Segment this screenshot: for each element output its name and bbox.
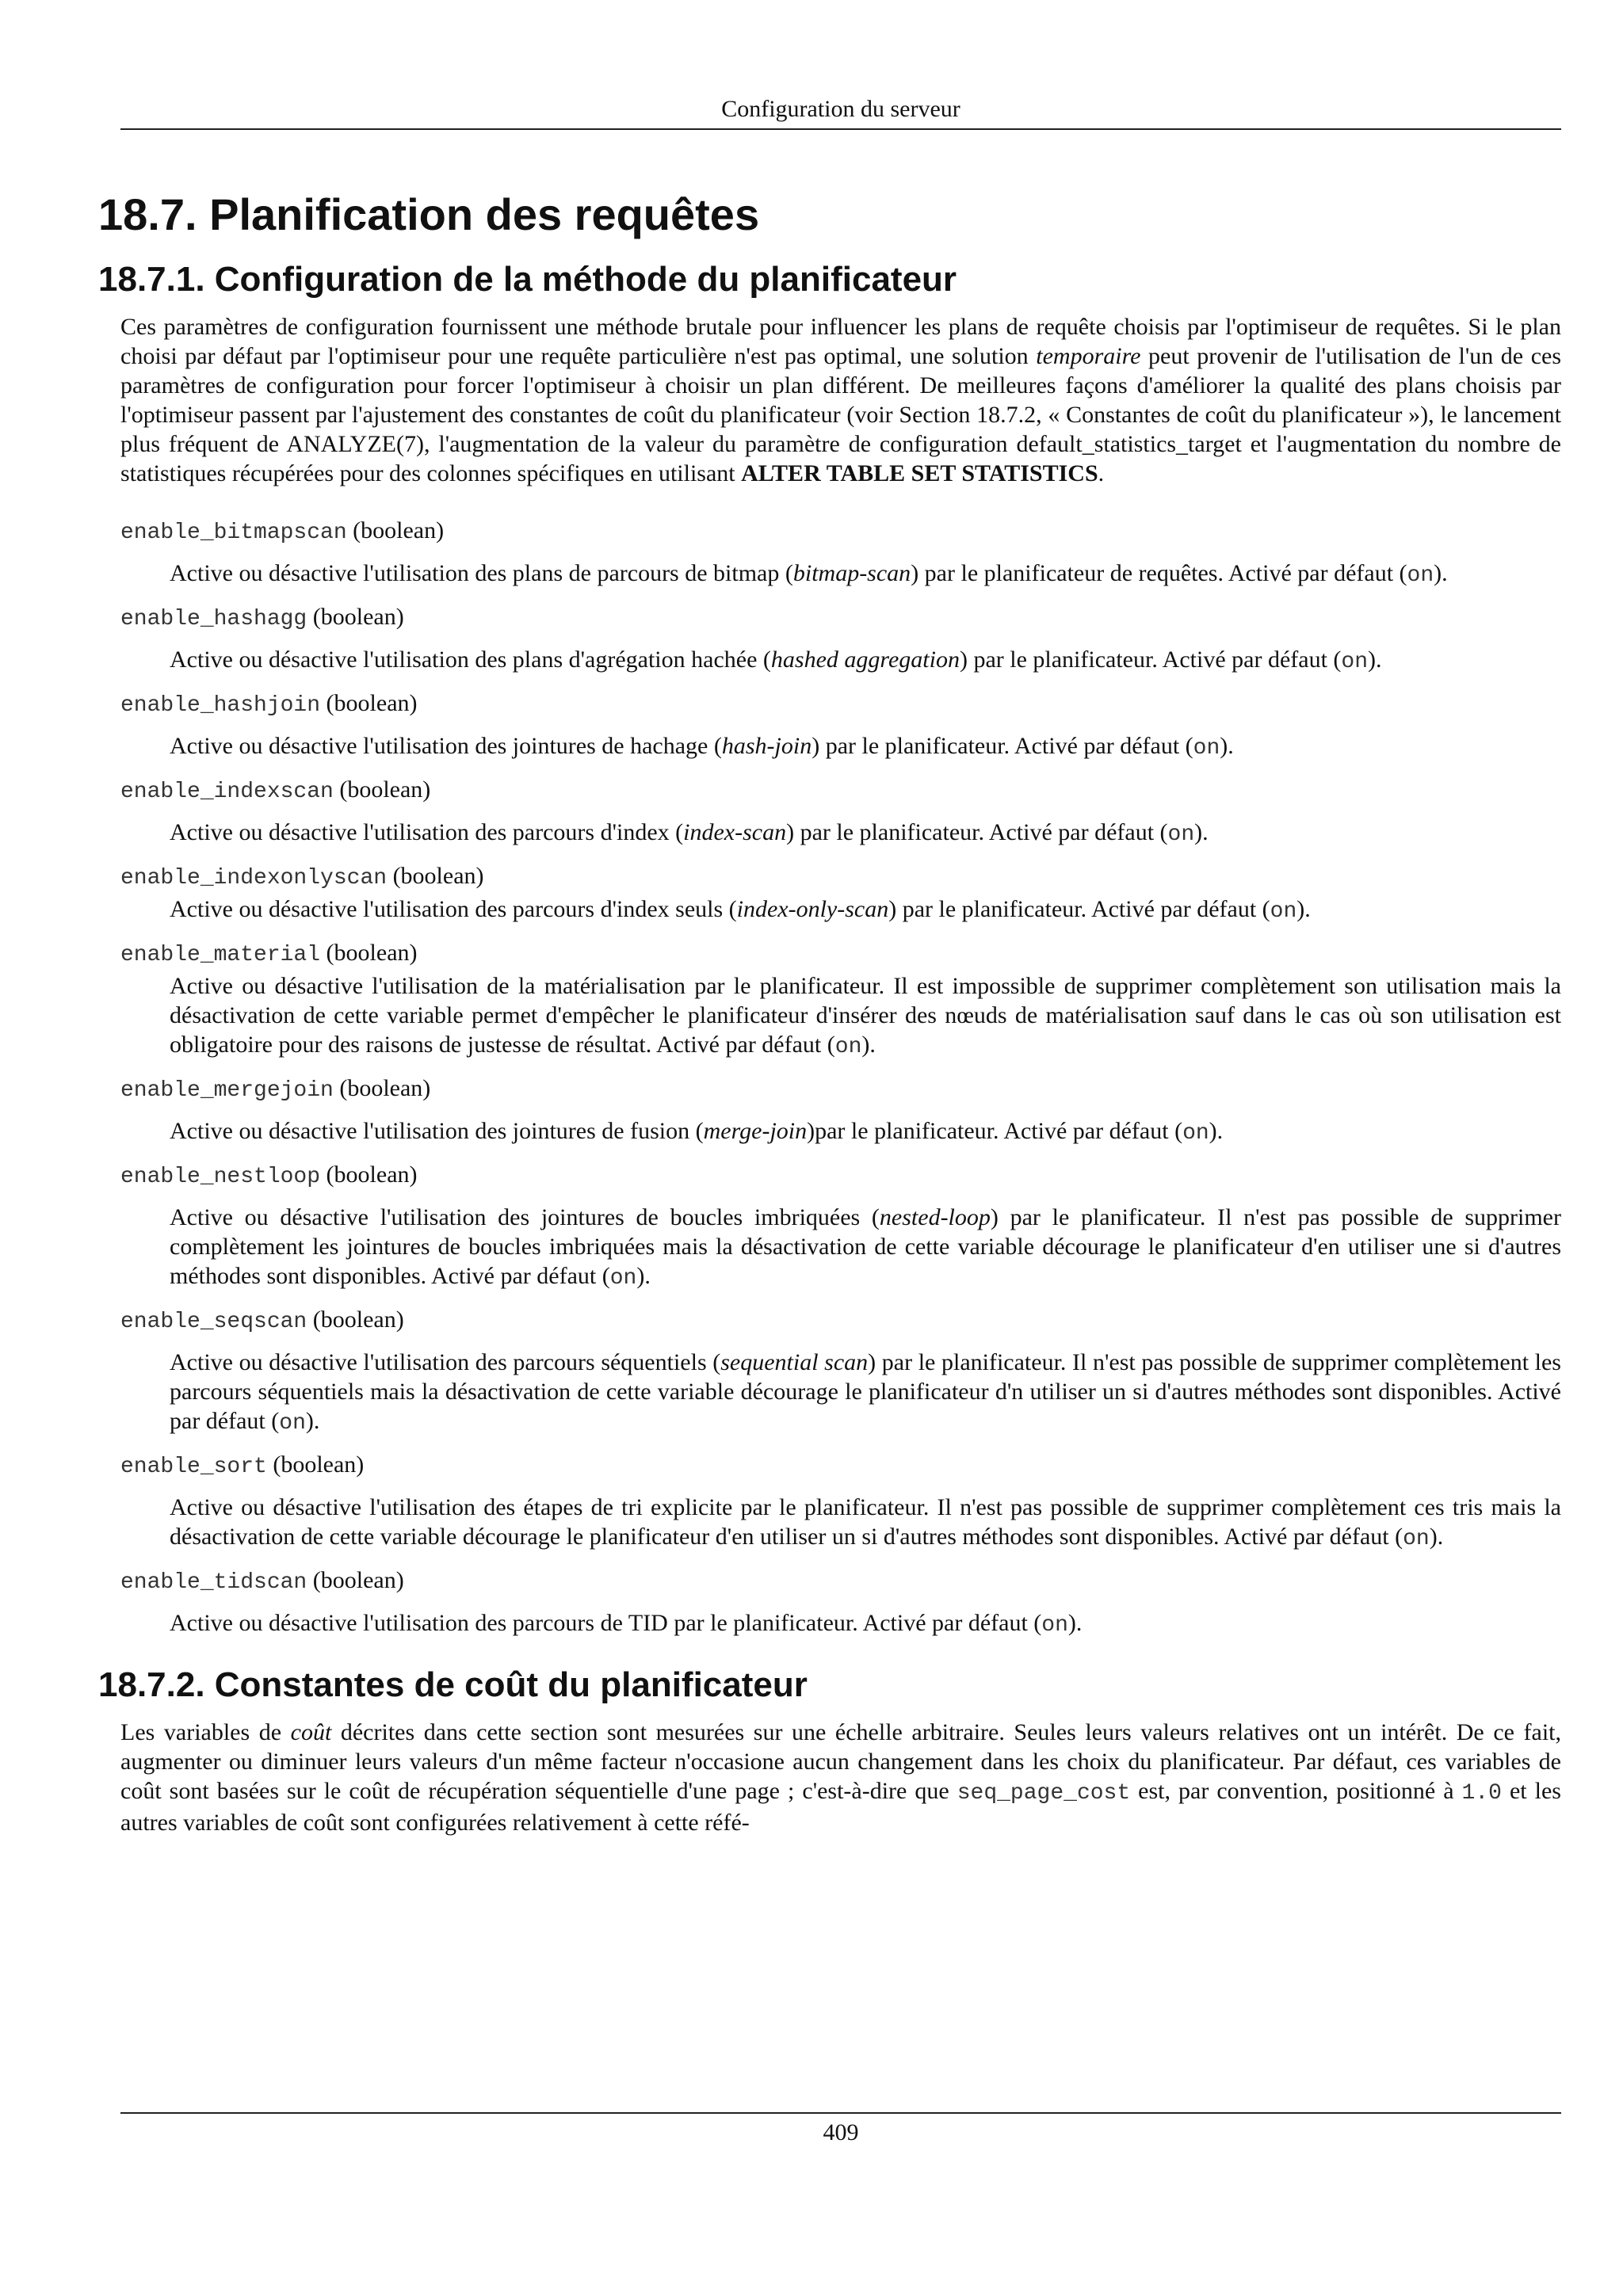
param-description (170, 971, 1561, 1062)
parameter-list (120, 515, 1561, 1640)
param-name: enable_indexscan (120, 780, 334, 804)
desc-text: Active ou désactive l'utilisation des plans de parcours de bitmap ( (170, 560, 793, 586)
page-number: 409 (823, 2119, 859, 2145)
default-value: on (1407, 563, 1434, 588)
param-description (170, 1116, 1561, 1148)
default-value: on (1270, 899, 1297, 924)
desc-text: ) par le planificateur. Activé par défaut ( (888, 896, 1270, 922)
desc-emphasis: nested-loop (879, 1204, 991, 1230)
default-value: on (1341, 650, 1368, 674)
desc-text: Active ou désactive l'utilisation des jointures de fusion ( (170, 1118, 704, 1144)
default-value: on (834, 1035, 862, 1059)
param-name: enable_indexonlyscan (120, 866, 388, 891)
desc-text: Active ou désactive l'utilisation des parcours séquentiels ( (170, 1349, 721, 1375)
param-description (170, 818, 1561, 849)
header-rule (120, 128, 1561, 130)
desc-text: ). (1220, 733, 1234, 759)
intro-text-1: Ces paramètres de configuration fournissent une méthode brutale pour influencer les plans de requête choisis par l'optimiseur de requêtes. Si le plan choisi par défaut par l'optimiseur pour une requête particulière n'est pas optimal, une solution (120, 314, 1561, 369)
param-type: (boolean) (307, 604, 404, 630)
subsection-title-1: 18.7.1. Configuration de la méthode du planificateur (98, 260, 957, 299)
param-description (170, 731, 1561, 763)
param-name: enable_nestloop (120, 1165, 321, 1189)
param-name: enable_hashagg (120, 607, 307, 631)
desc-text: ). (1368, 646, 1382, 673)
desc-text: Active ou désactive l'utilisation des plans d'agrégation hachée ( (170, 646, 771, 673)
desc-text: ) par le planificateur. Il n'est pas possible de supprimer complètement les jointures de boucles imbriquées mais la désactivation de cette variable décourage le planificateur d'en utiliser une si d'autres méthodes sont disponibles. Activé par défaut ( (170, 1204, 1561, 1289)
default-value: on (1182, 1121, 1209, 1146)
param-type: (boolean) (333, 776, 431, 803)
param-name: enable_material (120, 943, 321, 967)
desc-text: ). (1434, 560, 1448, 586)
desc-text: ). (1429, 1524, 1444, 1550)
param-name: enable_hashjoin (120, 693, 321, 718)
cost-text-4: et les autres variables de coût sont configurées relativement à cette réfé- (120, 1778, 1561, 1836)
desc-text: ). (861, 1032, 876, 1058)
subsection-title-2: 18.7.2. Constantes de coût du planificateur (98, 1665, 808, 1704)
desc-text: ) par le planificateur de requêtes. Activé par défaut ( (911, 560, 1407, 586)
desc-text: Active ou désactive l'utilisation des jointures de hachage ( (170, 733, 722, 759)
param-description (170, 1348, 1561, 1438)
default-value: on (1193, 736, 1220, 761)
param-type: (boolean) (320, 940, 418, 966)
param-term (120, 1304, 1561, 1338)
param-name: enable_tidscan (120, 1570, 307, 1595)
param-description (170, 645, 1561, 677)
cost-text-2: décrites dans cette section sont mesurées sur une échelle arbitraire. Seules leurs valeurs relatives ont un intérêt. De ce fait, augmenter ou diminuer leurs valeurs d'un même facteur n'occasione aucun changement dans les choix du planificateur. Par défaut, ces variables de coût sont basées sur le coût de récupération séquentielle d'une page ; c'est-à-dire que (120, 1719, 1562, 1804)
param-term (120, 515, 1561, 549)
desc-text: ) par le planificateur. Activé par défaut ( (786, 819, 1168, 845)
intro-text-3: . (1098, 460, 1105, 486)
cost-paragraph (120, 1718, 1561, 1837)
seq-page-cost-code: seq_page_cost (957, 1781, 1131, 1806)
param-term (120, 1449, 1561, 1483)
intro-emphasis: temporaire (1036, 343, 1141, 369)
default-value: on (279, 1411, 306, 1436)
cost-text-3: est, par convention, positionné à (1130, 1778, 1462, 1804)
desc-emphasis: index-only-scan (736, 896, 889, 922)
param-description (170, 1608, 1561, 1640)
desc-text: Active ou désactive l'utilisation des parcours d'index seuls ( (170, 896, 737, 922)
param-type: (boolean) (333, 1075, 431, 1101)
running-header: Configuration du serveur (721, 96, 960, 122)
param-description (170, 1203, 1561, 1293)
desc-text: ). (1067, 1610, 1083, 1636)
param-term (120, 1159, 1561, 1193)
param-name: enable_mergejoin (120, 1078, 334, 1103)
desc-text: Active ou désactive l'utilisation des parcours d'index ( (170, 819, 684, 845)
desc-emphasis: bitmap-scan (792, 560, 911, 586)
param-description (170, 894, 1561, 926)
desc-text: ) par le planificateur. Il n'est pas possible de supprimer complètement les parcours séquentiels mais la désactivation de cette variable décourage le planificateur d'n utiliser un si d'autres méthodes sont disponibles. Activé par défaut ( (170, 1349, 1561, 1434)
default-value: on (1041, 1613, 1068, 1638)
desc-emphasis: sequential scan (720, 1349, 869, 1375)
desc-emphasis: hash-join (721, 733, 812, 759)
desc-emphasis: index-scan (683, 819, 787, 845)
param-term (120, 601, 1561, 635)
param-name: enable_seqscan (120, 1310, 307, 1334)
param-name: enable_sort (120, 1455, 267, 1479)
desc-text: ). (305, 1408, 320, 1434)
desc-text: ). (1209, 1118, 1224, 1144)
desc-text: Active ou désactive l'utilisation des jointures de boucles imbriquées ( (170, 1204, 880, 1230)
param-type: (boolean) (320, 1161, 418, 1188)
param-type: (boolean) (266, 1451, 365, 1478)
default-cost-value: 1.0 (1461, 1781, 1502, 1806)
desc-text: Active ou désactive l'utilisation des étapes de tri explicite par le planificateur. Il n'est pas possible de supprimer complètement ces tris mais la désactivation de cette variable décourage le planificateur d'en utiliser un si d'autres méthodes sont disponibles. Activé par défaut ( (170, 1494, 1561, 1550)
param-term (120, 1565, 1561, 1599)
param-name: enable_bitmapscan (120, 521, 347, 545)
param-type: (boolean) (346, 517, 445, 543)
desc-emphasis: hashed aggregation (770, 646, 960, 673)
param-type: (boolean) (320, 690, 418, 716)
cost-emphasis: coût (290, 1719, 332, 1745)
intro-command: ALTER TABLE SET STATISTICS (741, 460, 1098, 486)
desc-text: )par le planificateur. Activé par défaut ( (807, 1118, 1183, 1144)
param-type: (boolean) (307, 1306, 404, 1333)
desc-text: ). (1296, 896, 1311, 922)
desc-emphasis: merge-join (703, 1118, 808, 1144)
param-description (170, 559, 1561, 590)
param-term (120, 937, 1561, 971)
cost-text-1: Les variables de (120, 1719, 291, 1745)
param-term (120, 688, 1561, 722)
param-description (170, 1493, 1561, 1554)
desc-text: Active ou désactive l'utilisation de la matérialisation par le planificateur. Il est impossible de supprimer complètement son utilisation mais la désactivation de cette variable permet d'empêcher le planificateur d'insérer des nœuds de matérialisation sauf dans le cas où son utilisation est obligatoire pour des raisons de justesse de résultat. Activé par défaut ( (170, 973, 1561, 1058)
param-term (120, 1073, 1561, 1107)
default-value: on (1167, 822, 1195, 847)
page-content (98, 187, 1561, 1837)
footer-rule (120, 2112, 1561, 2114)
param-term (120, 860, 1561, 894)
desc-text: Active ou désactive l'utilisation des parcours de TID par le planificateur. Activé par défaut ( (170, 1610, 1042, 1636)
desc-text: ). (636, 1263, 651, 1289)
intro-paragraph (120, 312, 1561, 488)
default-value: on (609, 1266, 637, 1291)
param-type: (boolean) (387, 863, 484, 889)
desc-text: ). (1194, 819, 1209, 845)
intro-text-2: peut provenir de l'utilisation de l'un de ces paramètres de configuration pour forcer l'optimiseur à choisir un plan différent. De meilleures façons d'améliorer la qualité des plans choisis par l'optimiseur passent par l'ajustement des constantes de coût du planificateur (voir Section 18.7.2, « Constantes de coût du planificateur »), le lancement plus fréquent de ANALYZE(7), l'augmentation de la valeur du paramètre de configuration default_statistics_target et l'augmentation du nombre de statistiques récupérées pour des colonnes spécifiques en utilisant (120, 343, 1561, 486)
desc-text: ) par le planificateur. Activé par défaut ( (959, 646, 1342, 673)
default-value: on (1403, 1527, 1430, 1551)
section-title: 18.7. Planification des requêtes (98, 189, 760, 239)
desc-text: ) par le planificateur. Activé par défaut ( (812, 733, 1193, 759)
param-type: (boolean) (307, 1567, 404, 1593)
param-term (120, 774, 1561, 808)
